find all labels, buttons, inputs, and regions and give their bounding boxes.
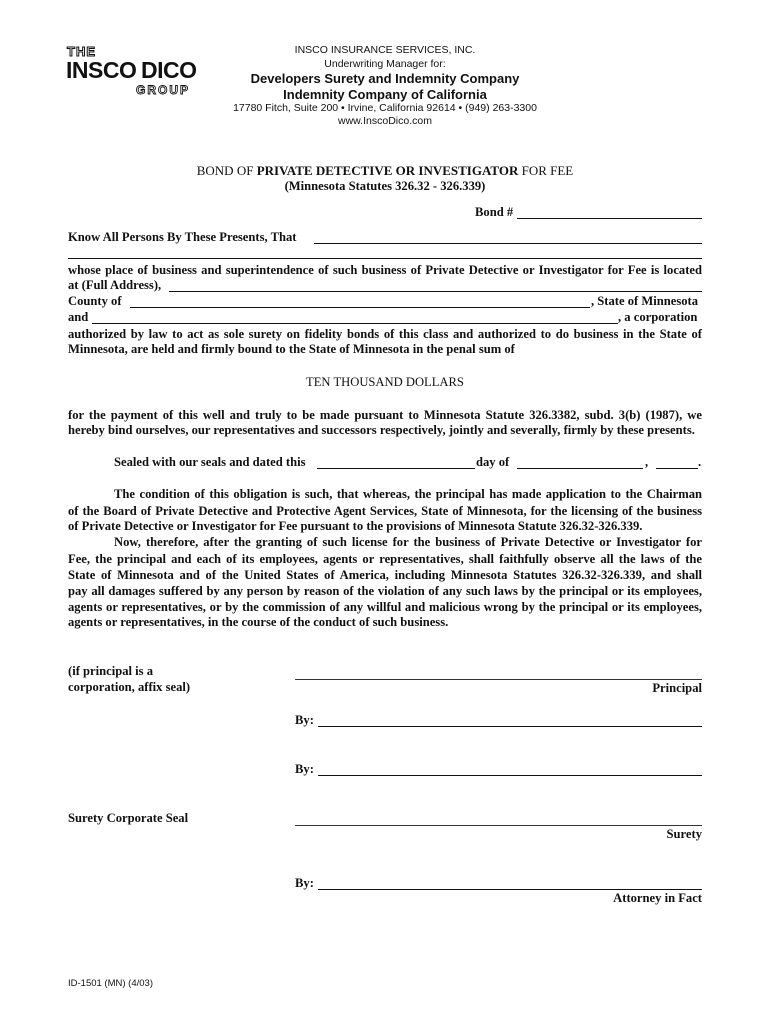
bond-title-prefix: BOND OF [196,163,257,178]
condition-line-3: of Private Detective or Investigator for Fee pursuant to the provisions of Minnesota Statute 326.32-326.339. [68,519,643,533]
principal-by-field-2[interactable] [318,775,702,776]
date-comma: , [645,455,649,469]
header-surety-line2: Indemnity Company of California [283,87,487,102]
whose-line-1: whose place of business and superintendence of such business of Private Detective or Investigator for Fee is located [68,263,702,277]
principal-by-label-2: By: [295,762,314,776]
date-period: . [698,455,702,469]
bond-title [100,163,670,179]
payment-line-2: hereby bind ourselves, our representatives and successors respectively, jointly and severally, firmly by these presents. [68,423,695,437]
surety-seal-label: Surety Corporate Seal [68,811,189,825]
now-line-1: Now, therefore, after the granting of such license for the business of Private Detective or Investigator for [114,535,702,549]
principal-by-label-1: By: [295,713,314,727]
surety-name-field[interactable] [92,323,618,324]
attorney-label: Attorney in Fact [613,891,702,905]
authorized-line-2: Minnesota, are held and firmly bound to the State of Minnesota in the penal sum of [68,342,515,356]
logo-main-left: INSCO [66,57,137,83]
surety-signature-field[interactable] [295,825,702,826]
authorized-line-1: authorized by law to act as sole surety on fidelity bonds of this class and authorized to do business in the State of [68,327,702,341]
county-label: County of [68,294,122,308]
insco-dico-logo-graphic [66,44,206,96]
sealed-label: Sealed with our seals and dated this [114,455,306,469]
day-of-label: day of [476,455,510,469]
header-address: 17780 Fitch, Suite 200 • Irvine, California 92614 • (949) 263-3300 [233,102,537,114]
surety-label: Surety [666,827,702,841]
bond-number-field[interactable] [517,218,702,219]
and-label: and [68,310,89,324]
header-website: www.InscoDico.com [338,115,432,127]
principal-signature-field[interactable] [295,679,702,680]
county-field[interactable] [130,307,590,308]
condition-line-2: of the Board of Private Detective and Protective Agent Services, State of Minnesota, for the licensing of the business [68,504,702,518]
corporation-label: , a corporation [618,310,698,324]
bond-title-suffix: FOR FEE [518,163,574,178]
logo-top-text: THE [67,44,96,59]
header-underwriting: Underwriting Manager for: [324,58,446,70]
logo-main-right: DICO [141,57,197,83]
bond-title-bold: PRIVATE DETECTIVE OR INVESTIGATOR [256,163,519,178]
principal-name-field[interactable] [314,243,702,244]
now-line-3: State of Minnesota and of the United States of America, including Minnesota Statutes 326.32-326.339, and shall [68,568,702,582]
header-company: INSCO INSURANCE SERVICES, INC. [294,44,476,56]
principal-note-line2: corporation, affix seal) [68,680,191,694]
now-line-4: pay all damages suffered by any person by reason of the violation of any such laws by the principal or its employees, [68,584,702,598]
sealed-day-field[interactable] [317,468,475,469]
now-line-5: agents or representatives, or by the commission of any willful and malicious wrong by the principal or its employees, [68,600,702,614]
know-all-label: Know All Persons By These Presents, That [68,230,297,244]
header-surety-line1: Developers Surety and Indemnity Company [250,71,520,86]
now-line-2: Fee, the principal and each of its employees, agents or representatives, shall faithfully observe all the laws of the [68,552,702,566]
logo-bottom-text: GROUP [136,83,191,96]
form-id: ID-1501 (MN) (4/03) [68,978,153,989]
principal-label: Principal [652,681,702,695]
now-line-6: agents or representatives, in the course of the conduct of such business. [68,615,449,629]
penal-sum: TEN THOUSAND DOLLARS [306,375,464,389]
company-logo [66,44,206,96]
principal-name-field-2[interactable] [68,258,702,259]
principal-by-field-1[interactable] [318,726,702,727]
principal-note-line1: (if principal is a [68,664,154,678]
condition-line-1: The condition of this obligation is such, that whereas, the principal has made application to the Chairman [114,487,702,501]
bond-statutes: (Minnesota Statutes 326.32 - 326.339) [284,179,486,193]
payment-line-1: for the payment of this well and truly to be made pursuant to Minnesota Statute 326.3382, subd. 3(b) (1987), we [68,408,702,422]
sealed-year-field[interactable] [656,468,698,469]
bond-number-label: Bond # [475,205,514,219]
attorney-by-field[interactable] [318,889,702,890]
attorney-by-label: By: [295,876,314,890]
whose-line-2: at (Full Address), [68,278,162,292]
sealed-month-field[interactable] [517,468,643,469]
full-address-field[interactable] [169,291,702,292]
state-label: , State of Minnesota [591,294,699,308]
